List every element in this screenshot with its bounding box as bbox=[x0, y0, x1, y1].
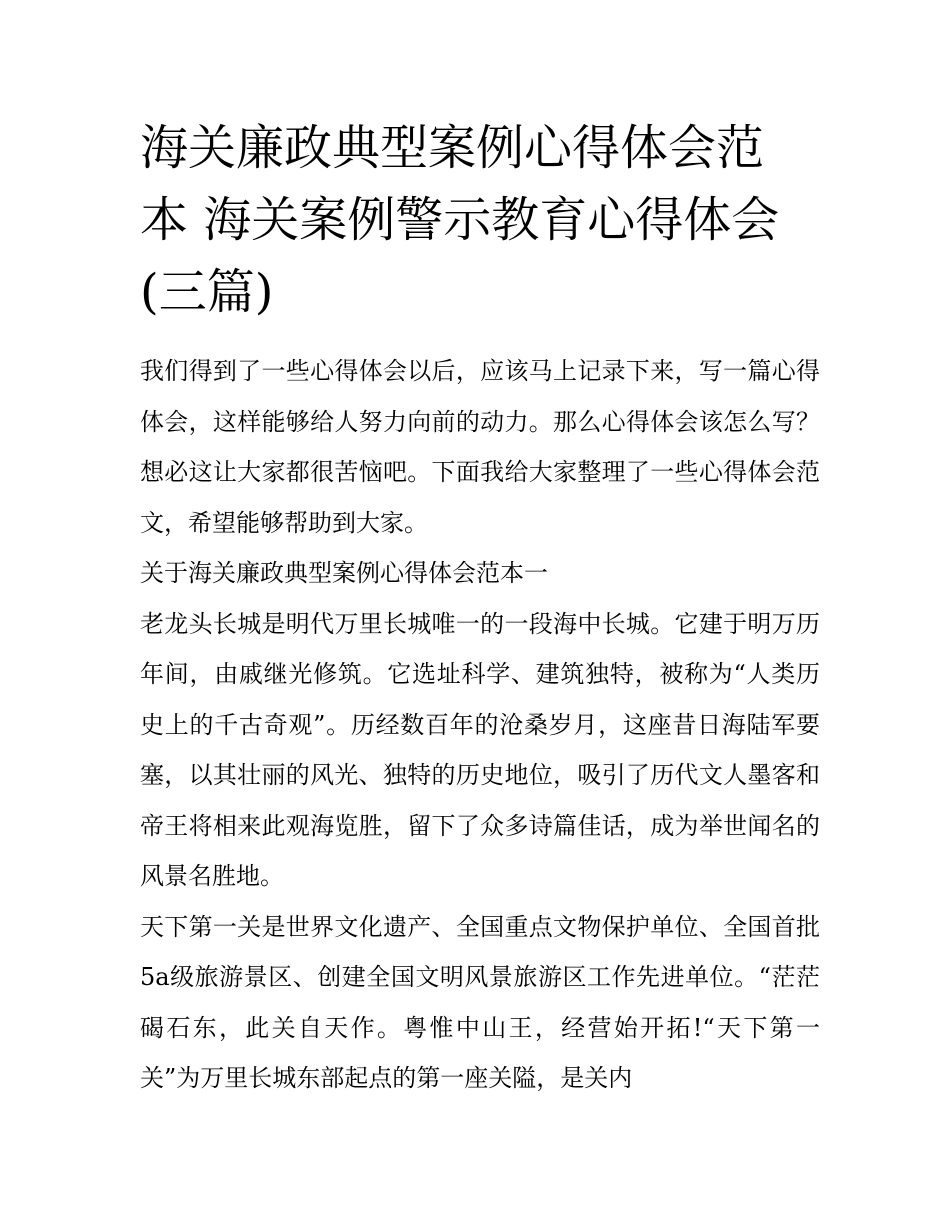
section-heading: 关于海关廉政典型案例心得体会范本一 bbox=[140, 559, 548, 587]
document-body bbox=[140, 346, 820, 1104]
title-line: (三篇) bbox=[140, 264, 274, 320]
body-paragraph: 天下第一关是世界文化遗产、全国重点文物保护单位、全国首批5a级旅游景区、创建全国文明风景旅游区工作先进单位。“茫茫碣石东，此关自天作。粤惟中山王，经营始开拓!“天下第一关”为万里长城东部起点的第一座关隘，是关内 bbox=[140, 912, 820, 1092]
intro-paragraph: 我们得到了一些心得体会以后，应该马上记录下来，写一篇心得体会，这样能够给人努力向前的动力。那么心得体会该怎么写？想必这让大家都很苦恼吧。下面我给大家整理了一些心得体会范文，希望能够帮助到大家。 bbox=[140, 357, 820, 537]
document-page bbox=[140, 112, 820, 1104]
title-line: 本 海关案例警示教育心得体会 bbox=[140, 192, 780, 248]
title-line: 海关廉政典型案例心得体会范 bbox=[140, 120, 765, 176]
document-title bbox=[140, 112, 820, 328]
body-paragraph: 老龙头长城是明代万里长城唯一的一段海中长城。它建于明万历年间，由戚继光修筑。它选址科学、建筑独特，被称为“人类历史上的千古奇观”。历经数百年的沧桑岁月，这座昔日海陆军要塞，以其壮丽的风光、独特的历史地位，吸引了历代文人墨客和帝王将相来此观海览胜，留下了众多诗篇佳话，成为举世闻名的风景名胜地。 bbox=[140, 609, 820, 890]
